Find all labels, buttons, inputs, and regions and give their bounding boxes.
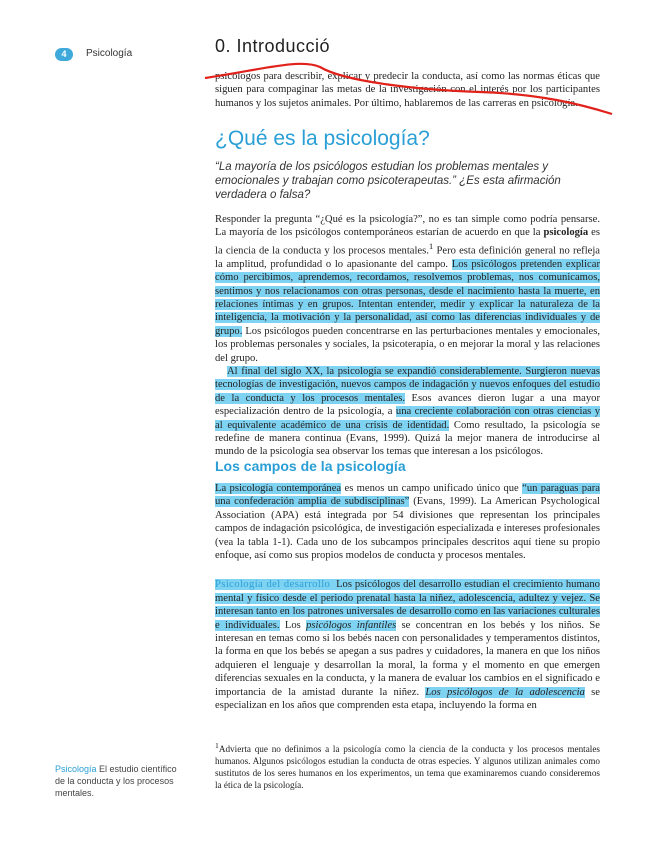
section-title-fields: Los campos de la psicología (215, 458, 406, 474)
section2-body (215, 482, 600, 713)
term-psicologia: psicología (543, 227, 589, 239)
highlight: una creciente colaboración con otras ciencias y al equivalente académico de una crisis de identidad. (215, 406, 600, 431)
chapter-title: 0. Introducció (215, 36, 331, 56)
highlight: Al final del siglo XX, la psicología se expandió considerablemente. Surgieron nuevas tecnologías de investigación, nuevos campos de indagación y nuevos enfoques del estudio de la conducta y los procesos mentales. (215, 366, 600, 404)
paragraph: Al final del siglo XX, la psicología se expandió considerablemente. Surgieron nuevas tecnologías de investigación, nuevos campos de indagación y nuevos enfoques del estudio de la conducta y los procesos mentales. Esos avances dieron lugar a una mayor especialización dentro de la psicología, a una creciente colaboración con otras ciencias y al equivalente académico de una crisis de identidad. Como resultado, la psicología se redefine de manera continua (Evans, 1999). Quizá la mejor manera de introducirse al mundo de la psicología sea observar los temas que interesan a los psicólogos. (215, 366, 600, 458)
subfield-term: Psicología del desarrollo (215, 579, 331, 591)
running-head: Psicología (86, 48, 133, 59)
footnote-ref[interactable]: 1 (428, 240, 434, 251)
highlight: Los psicólogos pretenden explicar cómo percibimos, aprendemos, recordamos, resolvemos problemas, nos comunicamos, sentimos y nos relacionamos con otras personas, desde el nacimiento hasta la muerte, en relaciones íntimas y en grupos. Intentan entender, medir y explicar la naturaleza de la inteligencia, la motivación y la personalidad, así como las diferencias individuales y de grupo. (215, 258, 600, 337)
definition-term: Psicología (55, 764, 97, 774)
page-number-badge: 4 (55, 48, 73, 61)
paragraph: La psicología contemporánea es menos un campo unificado único que “un paraguas para una confederación amplia de subdisciplinas” (Evans, 1999). La American Psychological Association (APA) está integrada por 54 divisiones que representan los principales campos de indagación psicológica, de investigación especializada e intereses profesionales (vea la tabla 1-1). Cada uno de los subcampos principales descritos aquí tiene su propio enfoque, así como sus propios modelos de conducta y procesos mentales. (215, 483, 601, 562)
highlight: Los psicólogos del desarrollo estudian el crecimiento humano mental y físico desde el periodo prenatal hasta la niñez, adolescencia, adultez y vejez. Se interesan tanto en los patrones universales de desarrollo como en las variaciones culturales e individuales. (215, 579, 600, 631)
paragraph: Psicología del desarrollo Los psicólogos del desarrollo estudian el crecimiento humano mental y físico desde el periodo prenatal hasta la niñez, adolescencia, adultez y vejez. Se interesan tanto en los patrones universales de desarrollo como en las variaciones culturales e individuales. Los psicólogos infantiles se concentran en los bebés y los niños. Se interesan en temas como si los bebés nacen con personalidades y temperamentos distintos, la forma en que los bebés se apegan a sus padres y cuidadores, la manera en que los niños adquieren el lenguaje y desarrollan la moral, la forma y el momento en que emergen diferencias sexuales en la conducta, y la manera de evaluar los cambios en el significado e importancia de la amistad durante la niñez. Los psicólogos de la adolescencia se especializan en los años que comprenden esta etapa, incluyendo la forma en (215, 579, 600, 712)
section-quote: “La mayoría de los psicólogos estudian los problemas mentales y emocionales y trabajan como psicoterapeutas.” ¿Es esta afirmación verdadera o falsa? (215, 161, 561, 201)
highlight: La psicología contemporánea (215, 483, 342, 494)
section1-body (215, 213, 600, 459)
paragraph: Responder la pregunta “¿Qué es la psicología?”, no es tan simple como podría pensarse. La mayoría de los psicólogos contemporáneos estarían de acuerdo en que la psicología es la ciencia de la conducta y los procesos mentales.$^1$ Pero esta definición general no refleja la amplitud, profundidad o lo apasionante del campo. Los psicólogos pretenden explicar cómo percibimos, aprendemos, recordamos, resolvemos problemas, nos comunicamos, sentimos y nos relacionamos con otras personas, desde el nacimiento hasta la muerte, en relaciones íntimas y en grupos. Intentan entender, medir y explicar la naturaleza de la inteligencia, la motivación y la personalidad, así como las diferencias individuales y de grupo. Los psicólogos pueden concentrarse en las perturbaciones mentales y emocionales, los problemas personales y sociales, la psicoterapia, o en mejorar la moral y las relaciones del grupo. (215, 214, 600, 364)
intro-text: psicólogos para describir, explicar y predecir la conducta, así como las normas éticas que siguen para compaginar las metas de la investigación con el interés por los participantes humanos y los sujetos animales. Por último, hablaremos de las carreras en psicología. (215, 71, 600, 109)
highlight: “un paraguas para una confederación amplia de subdisciplinas” (215, 483, 601, 508)
margin-definition: Psicología El estudio científico de la conducta y los procesos mentales. (55, 764, 177, 798)
footnote: $^1$Advierta que no definimos a la psicología como la ciencia de la conducta y los procesos mentales humanos. Algunos psicólogos estudian la conducta de otras especies. Y algunos utilizan animales como sustitutos de los seres humanos en los experimentos, un tema que examinaremos cuando consideremos la ética de la psicología. (215, 741, 600, 791)
highlight-italic: psicólogos infantiles (306, 619, 397, 631)
highlight-italic: Los psicólogos de la adolescencia (425, 686, 585, 698)
section-title-what-is-psychology: ¿Qué es la psicología? (215, 127, 430, 150)
